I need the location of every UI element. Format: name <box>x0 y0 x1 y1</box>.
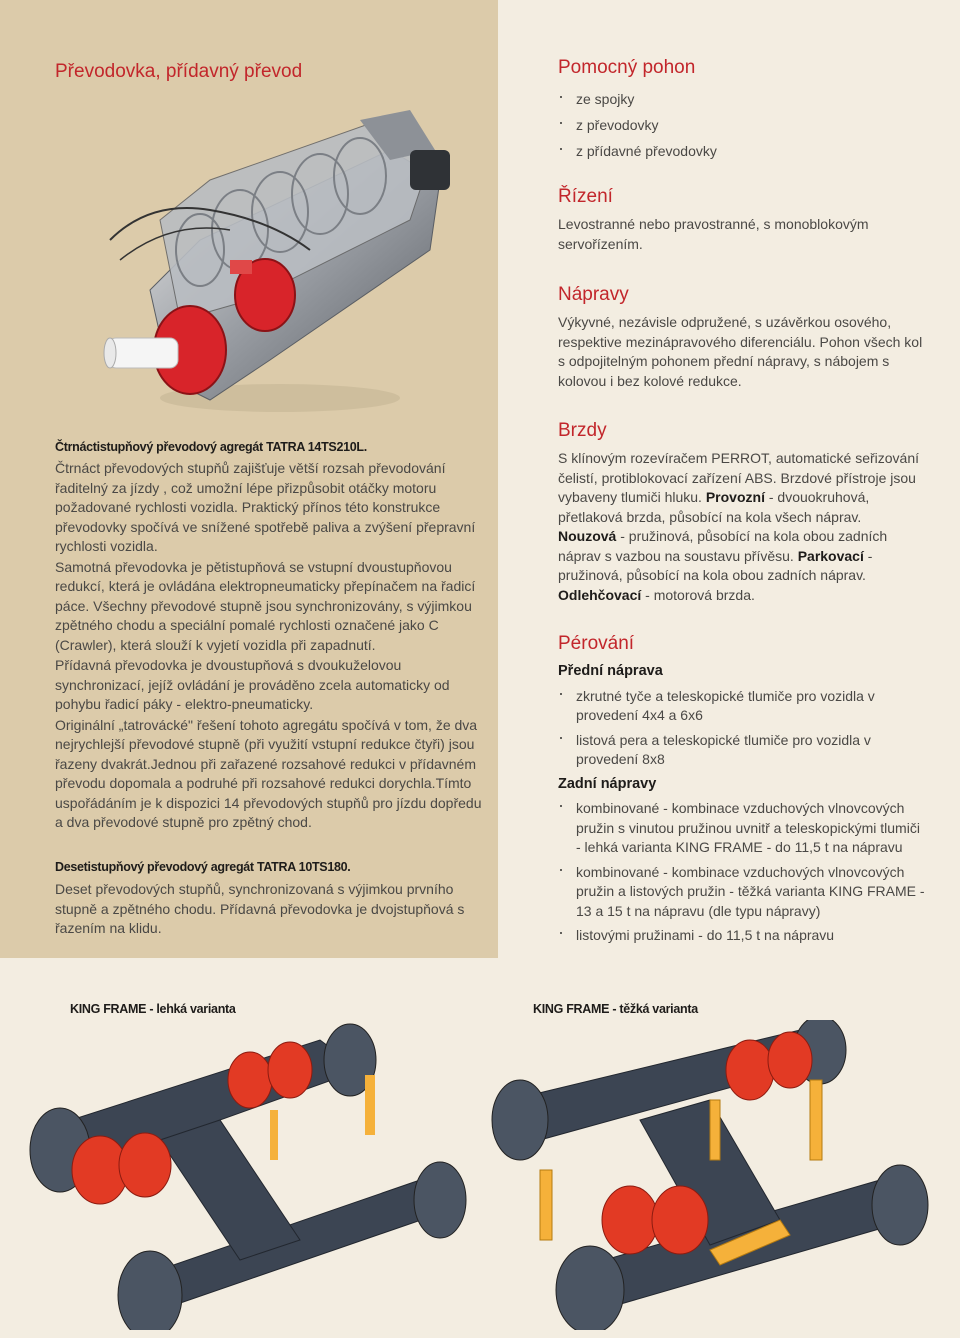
axles-title: Nápravy <box>558 284 629 305</box>
king-frame-heavy-illustration <box>480 1020 940 1330</box>
paragraph-tatra-solution: Originální „tatrovácké" řešení tohoto agregátu spočívá v tom, že dva nejrychlejší převodové stupně (při využití vstupní redukce čtyři) jsou řazeny dvakrát.Jednou při zařazené rozsahové redukci v přídavném převodu dopomala a podruhé při rozsahové redukci dorychla.Tímto uspořádáním je k dispozici 14 převodových stupňů pro jízdu dopředu a dva převodové stupně pro zpětný chod. <box>55 716 482 830</box>
king-frame-light-illustration <box>20 1020 470 1330</box>
gearbox-title: Převodovka, přídavný převod <box>55 61 303 82</box>
list-item: · kombinované - kombinace vzduchových vlnovcových pružin s vinutou pružinou uvnitř a teleskopickými tlumiči - lehká varianta KING FRAME - do 11,5 t na nápravu <box>558 799 928 858</box>
king-frame-light-label: KING FRAME - lehká varianta <box>70 1002 236 1016</box>
list-item: · z přídavné převodovky <box>558 138 938 164</box>
list-item: · listová pera a teleskopické tlumiče pro vozidla v provedení 8x8 <box>558 731 928 770</box>
list-item: · kombinované - kombinace vzduchových vlnovcových pružin a listových pružin - těžká varianta KING FRAME - 13 a 15 t na nápravu (dle typu nápravy) <box>558 863 928 922</box>
suspension-title: Pérování <box>558 633 635 654</box>
brakes-text: S klínovým rozevíračem PERROT, automatické seřizování čelistí, protiblokovací zařízení ABS. Brzdové přístroje jsou vybaveny tlumiči hluku. Provozní - dvouokruhová, přetlaková brzda, působící na kola všech náprav. Nouzová - pružinová, působící na kola obou zadních náprav s vazbou na soustavu přívěsu. Parkovací - pružinová, působící na kola obou zadních náprav. Odlehčovací - motorová brzda. <box>558 450 920 603</box>
list-item: · zkrutné tyče a teleskopické tlumiče pro vozidla v provedení 4x4 a 6x6 <box>558 687 928 726</box>
paragraph-five-speed: Samotná převodovka je pětistupňová se vstupní dvoustupňovou redukcí, která je ovládána elektropneumaticky přepínačem na řadicí páce. Všechny převodové stupně jsou synchronizovány, s výjimkou zpětného chodu a speciální pomalé rychlosti označené jako C (Crawler), která slouží k vyjetí vozidla při zapadnutí. <box>55 558 476 653</box>
paragraph-14-gears: Čtrnáct převodových stupňů zajišťuje větší rozsah převodování řaditelný za jízdy , což umožní lépe přizpůsobit otáčky motoru požadované rychlosti vozidla. Praktický přínos této konstrukce převodovky spočívá ve snížené spotřebě paliva a zvýšení přepravní rychlosti vozidla. <box>55 460 476 554</box>
rear-axle-list <box>558 799 928 946</box>
list-item: · listovými pružinami - do 11,5 t na nápravu <box>558 926 928 946</box>
rear-axle-title: Zadní nápravy <box>558 775 657 792</box>
steering-title: Řízení <box>558 186 613 207</box>
king-frame-heavy-label: KING FRAME - těžká varianta <box>533 1002 698 1016</box>
paragraph-auxiliary: Přídavná převodovka je dvoustupňová s dvoukuželovou synchronizací, jejíž ovládání je prováděno zcela automaticky od pohybu řadicí páky - elektro-pneumaticky. <box>55 657 450 712</box>
steering-text: Levostranné nebo pravostranné, s monoblokovým servořízením. <box>558 216 869 252</box>
front-axle-title: Přední náprava <box>558 663 663 679</box>
axles-text: Výkyvné, nezávisle odpružené, s uzávěrkou osového, respektive mezinápravového diferenciálu. Pohon všech kol s odpojitelným pohonem přední nápravy, s nábojem s kolovou i bez kolové redukce. <box>558 314 923 389</box>
pto-list <box>558 86 938 164</box>
list-item: · z převodovky <box>558 112 938 138</box>
brakes-title: Brzdy <box>558 420 607 441</box>
gearbox-caption-14ts: Čtrnáctistupňový převodový agregát TATRA 14TS210L. <box>55 440 367 454</box>
gearbox-illustration <box>90 100 470 415</box>
front-axle-list <box>558 687 928 770</box>
gearbox-caption-10ts: Desetistupňový převodový agregát TATRA 10TS180. <box>55 860 351 874</box>
pto-title: Pomocný pohon <box>558 57 696 78</box>
list-item: · ze spojky <box>558 86 938 112</box>
paragraph-ten-gears: Deset převodových stupňů, synchronizovaná s výjimkou prvního stupně a zpětného chodu. Přídavná převodovka je dvojstupňová s řazením na klidu. <box>55 881 465 936</box>
